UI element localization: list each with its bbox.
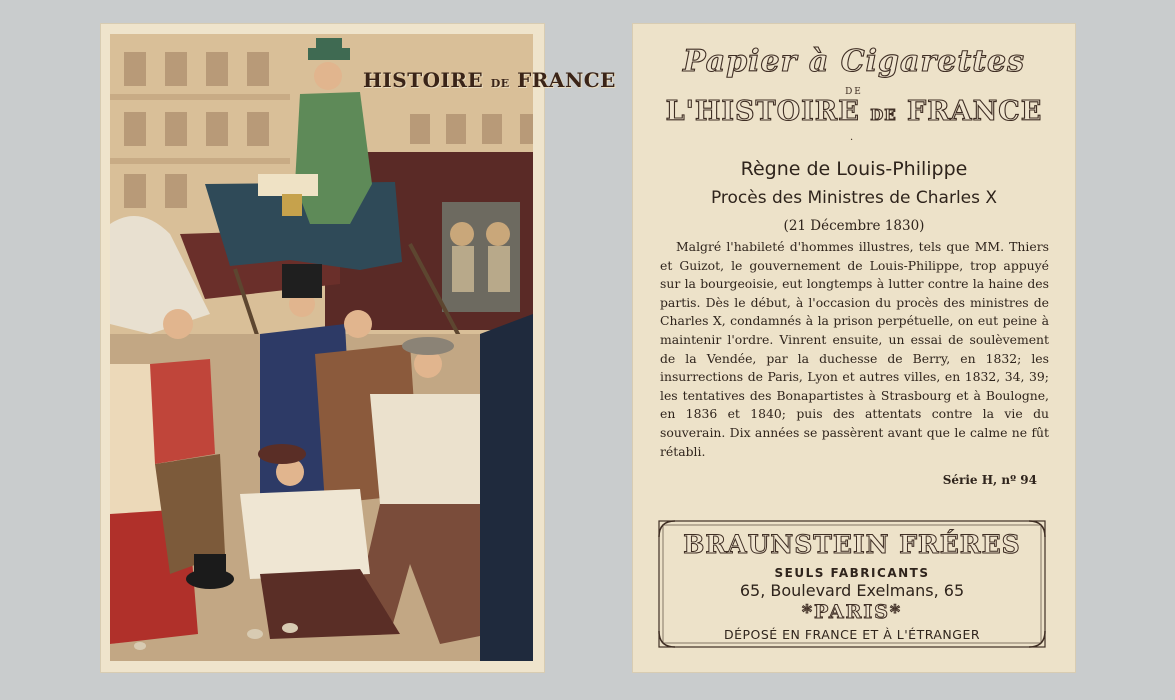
straw-hat bbox=[402, 337, 454, 355]
front-title-part2: DE bbox=[490, 77, 510, 90]
header-line2-part1: L'HISTOIRE bbox=[665, 96, 860, 127]
event-date: (21 Décembre 1830) bbox=[783, 218, 925, 234]
front-title-part3: FRANCE bbox=[517, 68, 616, 92]
header-line2-part3: FRANCE bbox=[907, 96, 1043, 127]
illustration-drawing bbox=[110, 34, 533, 661]
maker-address: 65, Boulevard Exelmans, 65 bbox=[739, 581, 965, 600]
maker-city: *PARIS* bbox=[802, 601, 902, 623]
subject-title: Procès des Ministres de Charles X bbox=[710, 188, 998, 208]
reign-title: Règne de Louis-Philippe bbox=[740, 158, 968, 180]
maker-registered-notice: DÉPOSÉ EN FRANCE ET À L'ÉTRANGER bbox=[723, 627, 981, 642]
coachman-legs bbox=[258, 174, 318, 196]
front-title bbox=[363, 68, 616, 92]
header-histoire-de-france bbox=[633, 96, 1075, 127]
header-line2-part2: DE bbox=[870, 106, 897, 124]
maker-brand: BRAUNSTEIN FRÉRES bbox=[683, 530, 1021, 559]
illustration-trial-riot bbox=[110, 34, 533, 661]
header-dot: · bbox=[850, 135, 854, 146]
boy-white-shirt bbox=[240, 489, 370, 579]
boy-cap bbox=[258, 444, 306, 464]
history-text-content: Malgré l'habileté d'hommes illustres, tels que MM. Thiers et Guizot, le gouvernement de Louis-Philippe, trop appuyé sur la bourgeoisie, eut longtemps à lutter contre la haine des partis. Dès le début, à l'occasion du procès des ministres de Charles X, condamnés à la prison perpétuelle, on eut peine à maintenir l'ordre. Vinrent ensuite, un essai de soulèvement de la Vendée, par la duchesse de Berry, en 1832; les insurrections de Paris, Lyon et autres villes, en 1832, 34, 39; les tentatives des Bonapartistes à Strasbourg et à Boulogne, en 1836 et 1840; puis des attentats contre la vie du souverain. Dix années se passèrent avant que le calme ne fût rétabli. bbox=[660, 239, 1049, 459]
maker-sole-makers: SEULS FABRICANTS bbox=[774, 566, 930, 580]
front-title-part1: HISTOIRE bbox=[363, 68, 484, 92]
coachman-coat bbox=[295, 92, 372, 224]
coachman-face bbox=[314, 62, 342, 90]
header-de: DE bbox=[845, 87, 863, 97]
header-papier-cigarettes: Papier à Cigarettes bbox=[682, 44, 1026, 79]
soldier-right bbox=[480, 314, 533, 661]
grenadier-bearskin bbox=[282, 264, 322, 298]
boy-red-shirt bbox=[150, 359, 215, 464]
card-back bbox=[633, 24, 1075, 672]
card-front bbox=[101, 24, 616, 672]
history-text bbox=[660, 238, 1049, 461]
maker-cartouche bbox=[655, 517, 1049, 651]
series-number: Série H, nº 94 bbox=[942, 473, 1037, 487]
